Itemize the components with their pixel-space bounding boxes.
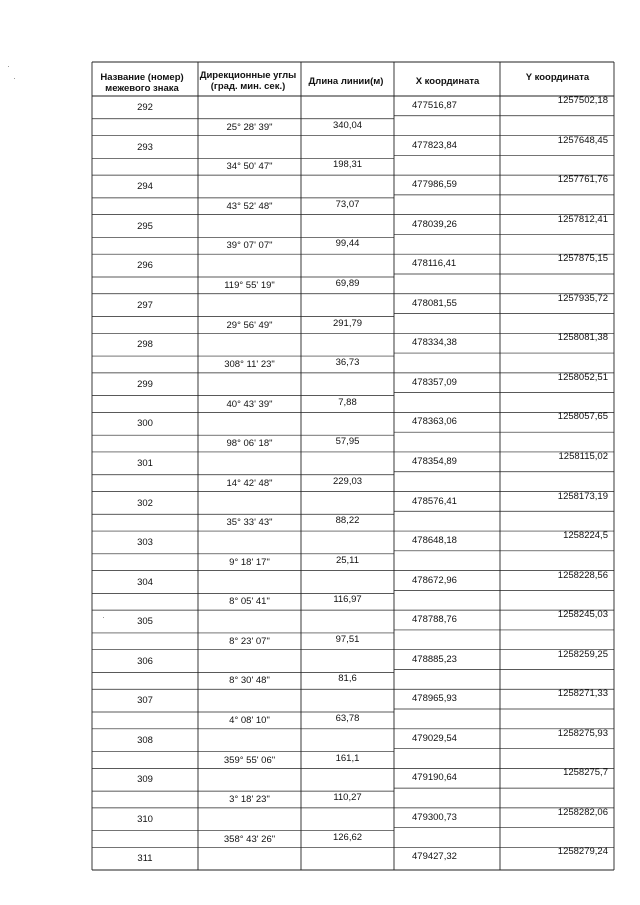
mark-name: 305	[137, 616, 153, 628]
y-coordinate: 1258052,51	[557, 371, 608, 383]
x-coordinate: 477516,87	[412, 100, 457, 111]
line-length: 99,44	[335, 238, 360, 250]
header-y-coordinate: Y координата	[525, 72, 590, 83]
mark-name: 310	[137, 813, 153, 825]
y-coordinate: 1258224,5	[563, 530, 608, 542]
x-coordinate: 478648,18	[412, 535, 457, 547]
line-length: 69,89	[335, 277, 360, 289]
mark-name: 301	[137, 457, 153, 469]
mark-name: 303	[137, 537, 153, 549]
y-coordinate: 1258282,06	[557, 806, 608, 818]
direction-angle: 43° 52' 48"	[226, 200, 273, 212]
mark-name: 293	[137, 141, 153, 153]
x-coordinate: 478334,38	[412, 337, 457, 349]
direction-angle: 14° 42' 48"	[226, 477, 273, 489]
y-coordinate: 1257935,72	[557, 292, 608, 304]
line-length: 340,04	[332, 119, 363, 131]
x-coordinate: 478116,41	[412, 258, 457, 270]
mark-name: 294	[137, 181, 153, 193]
y-coordinate: 1258275,93	[557, 727, 608, 739]
direction-angle: 4° 08' 10"	[229, 715, 270, 727]
mark-name: 299	[137, 378, 153, 390]
line-length: 25,11	[335, 554, 360, 566]
y-coordinate: 1258245,03	[557, 609, 608, 621]
header-direction-angle: Дирекционные углы (град. мин. сек.)	[199, 70, 297, 92]
y-coordinate: 1258259,25	[557, 648, 608, 660]
direction-angle: 119° 55' 19"	[224, 279, 275, 291]
direction-angle: 40° 43' 39"	[226, 398, 273, 410]
y-coordinate: 1258228,56	[557, 569, 608, 581]
header-mark-name: Название (номер) межевого знака	[100, 72, 184, 94]
x-coordinate: 478576,41	[412, 495, 457, 507]
line-length: 36,73	[335, 357, 360, 369]
line-length: 116,97	[333, 594, 362, 606]
scan-speck	[14, 78, 15, 79]
mark-name: 296	[137, 260, 153, 272]
mark-name: 304	[137, 576, 153, 588]
x-coordinate: 478885,23	[412, 653, 457, 665]
mark-name: 302	[137, 497, 153, 509]
mark-name: 298	[137, 339, 153, 351]
y-coordinate: 1258081,38	[557, 332, 608, 344]
x-coordinate: 478354,89	[412, 455, 457, 467]
direction-angle: 8° 23' 07"	[229, 635, 270, 647]
line-length: 97,51	[335, 633, 360, 645]
x-coordinate: 479427,32	[412, 851, 457, 863]
line-length: 73,07	[335, 198, 360, 210]
direction-angle: 35° 33' 43"	[226, 517, 273, 529]
line-length: 161,1	[335, 752, 360, 764]
direction-angle: 25° 28' 39"	[226, 121, 273, 133]
y-coordinate: 1258275,7	[563, 767, 608, 779]
direction-angle: 359° 55' 06"	[223, 754, 276, 766]
line-length: 7,88	[338, 396, 357, 408]
x-coordinate: 478965,93	[412, 693, 457, 705]
y-coordinate: 1258279,24	[557, 846, 608, 858]
direction-angle: 29° 56' 49"	[226, 319, 273, 331]
line-length: 57,95	[335, 436, 360, 448]
x-coordinate: 479300,73	[412, 811, 457, 823]
direction-angle: 34° 50' 47"	[226, 161, 273, 173]
mark-name: 300	[137, 418, 153, 430]
y-coordinate: 1258115,02	[558, 450, 608, 462]
line-length: 229,03	[332, 475, 363, 487]
line-length: 126,62	[332, 831, 363, 843]
mark-name: 309	[137, 774, 153, 786]
header-line-length: Длина линии(м)	[308, 76, 384, 87]
direction-angle: 8° 30' 48"	[229, 675, 270, 687]
mark-name: 297	[137, 299, 153, 311]
x-coordinate: 478363,06	[412, 416, 457, 428]
scan-speck	[8, 66, 9, 67]
x-coordinate: 478081,55	[412, 297, 457, 309]
y-coordinate: 1257502,18	[557, 95, 608, 106]
direction-angle: 308° 11' 23"	[224, 359, 275, 371]
x-coordinate: 478672,96	[412, 574, 457, 586]
header-x-coordinate: X координата	[415, 76, 480, 87]
line-length: 63,78	[335, 713, 360, 725]
y-coordinate: 1258271,33	[557, 688, 608, 700]
direction-angle: 9° 18' 17"	[229, 556, 270, 568]
line-length: 88,22	[335, 515, 360, 527]
x-coordinate: 477986,59	[412, 179, 457, 191]
line-length: 110,27	[333, 792, 362, 804]
x-coordinate: 478788,76	[412, 614, 457, 626]
y-coordinate: 1258173,19	[557, 490, 608, 502]
x-coordinate: 479029,54	[412, 732, 457, 744]
y-coordinate: 1257812,41	[557, 213, 608, 225]
mark-name: 308	[137, 734, 153, 746]
y-coordinate: 1257761,76	[557, 174, 608, 186]
line-length: 291,79	[332, 317, 363, 329]
y-coordinate: 1257875,15	[557, 253, 608, 265]
mark-name: 292	[137, 102, 153, 113]
y-coordinate: 1258057,65	[557, 411, 608, 423]
y-coordinate: 1257648,45	[557, 134, 608, 146]
x-coordinate: 477823,84	[412, 139, 457, 151]
line-length: 198,31	[332, 159, 363, 171]
x-coordinate: 478357,09	[412, 376, 457, 388]
direction-angle: 3° 18' 23"	[229, 794, 270, 806]
mark-name: 306	[137, 655, 153, 667]
mark-name: 295	[137, 220, 153, 232]
direction-angle: 98° 06' 18"	[226, 438, 273, 450]
direction-angle: 358° 43' 26"	[223, 833, 276, 845]
direction-angle: 8° 05' 41"	[229, 596, 270, 608]
line-length: 81,6	[338, 673, 357, 685]
mark-name: 311	[137, 853, 153, 865]
direction-angle: 39° 07' 07"	[226, 240, 273, 252]
x-coordinate: 478039,26	[412, 218, 457, 230]
mark-name: 307	[137, 695, 153, 707]
x-coordinate: 479190,64	[412, 772, 457, 784]
